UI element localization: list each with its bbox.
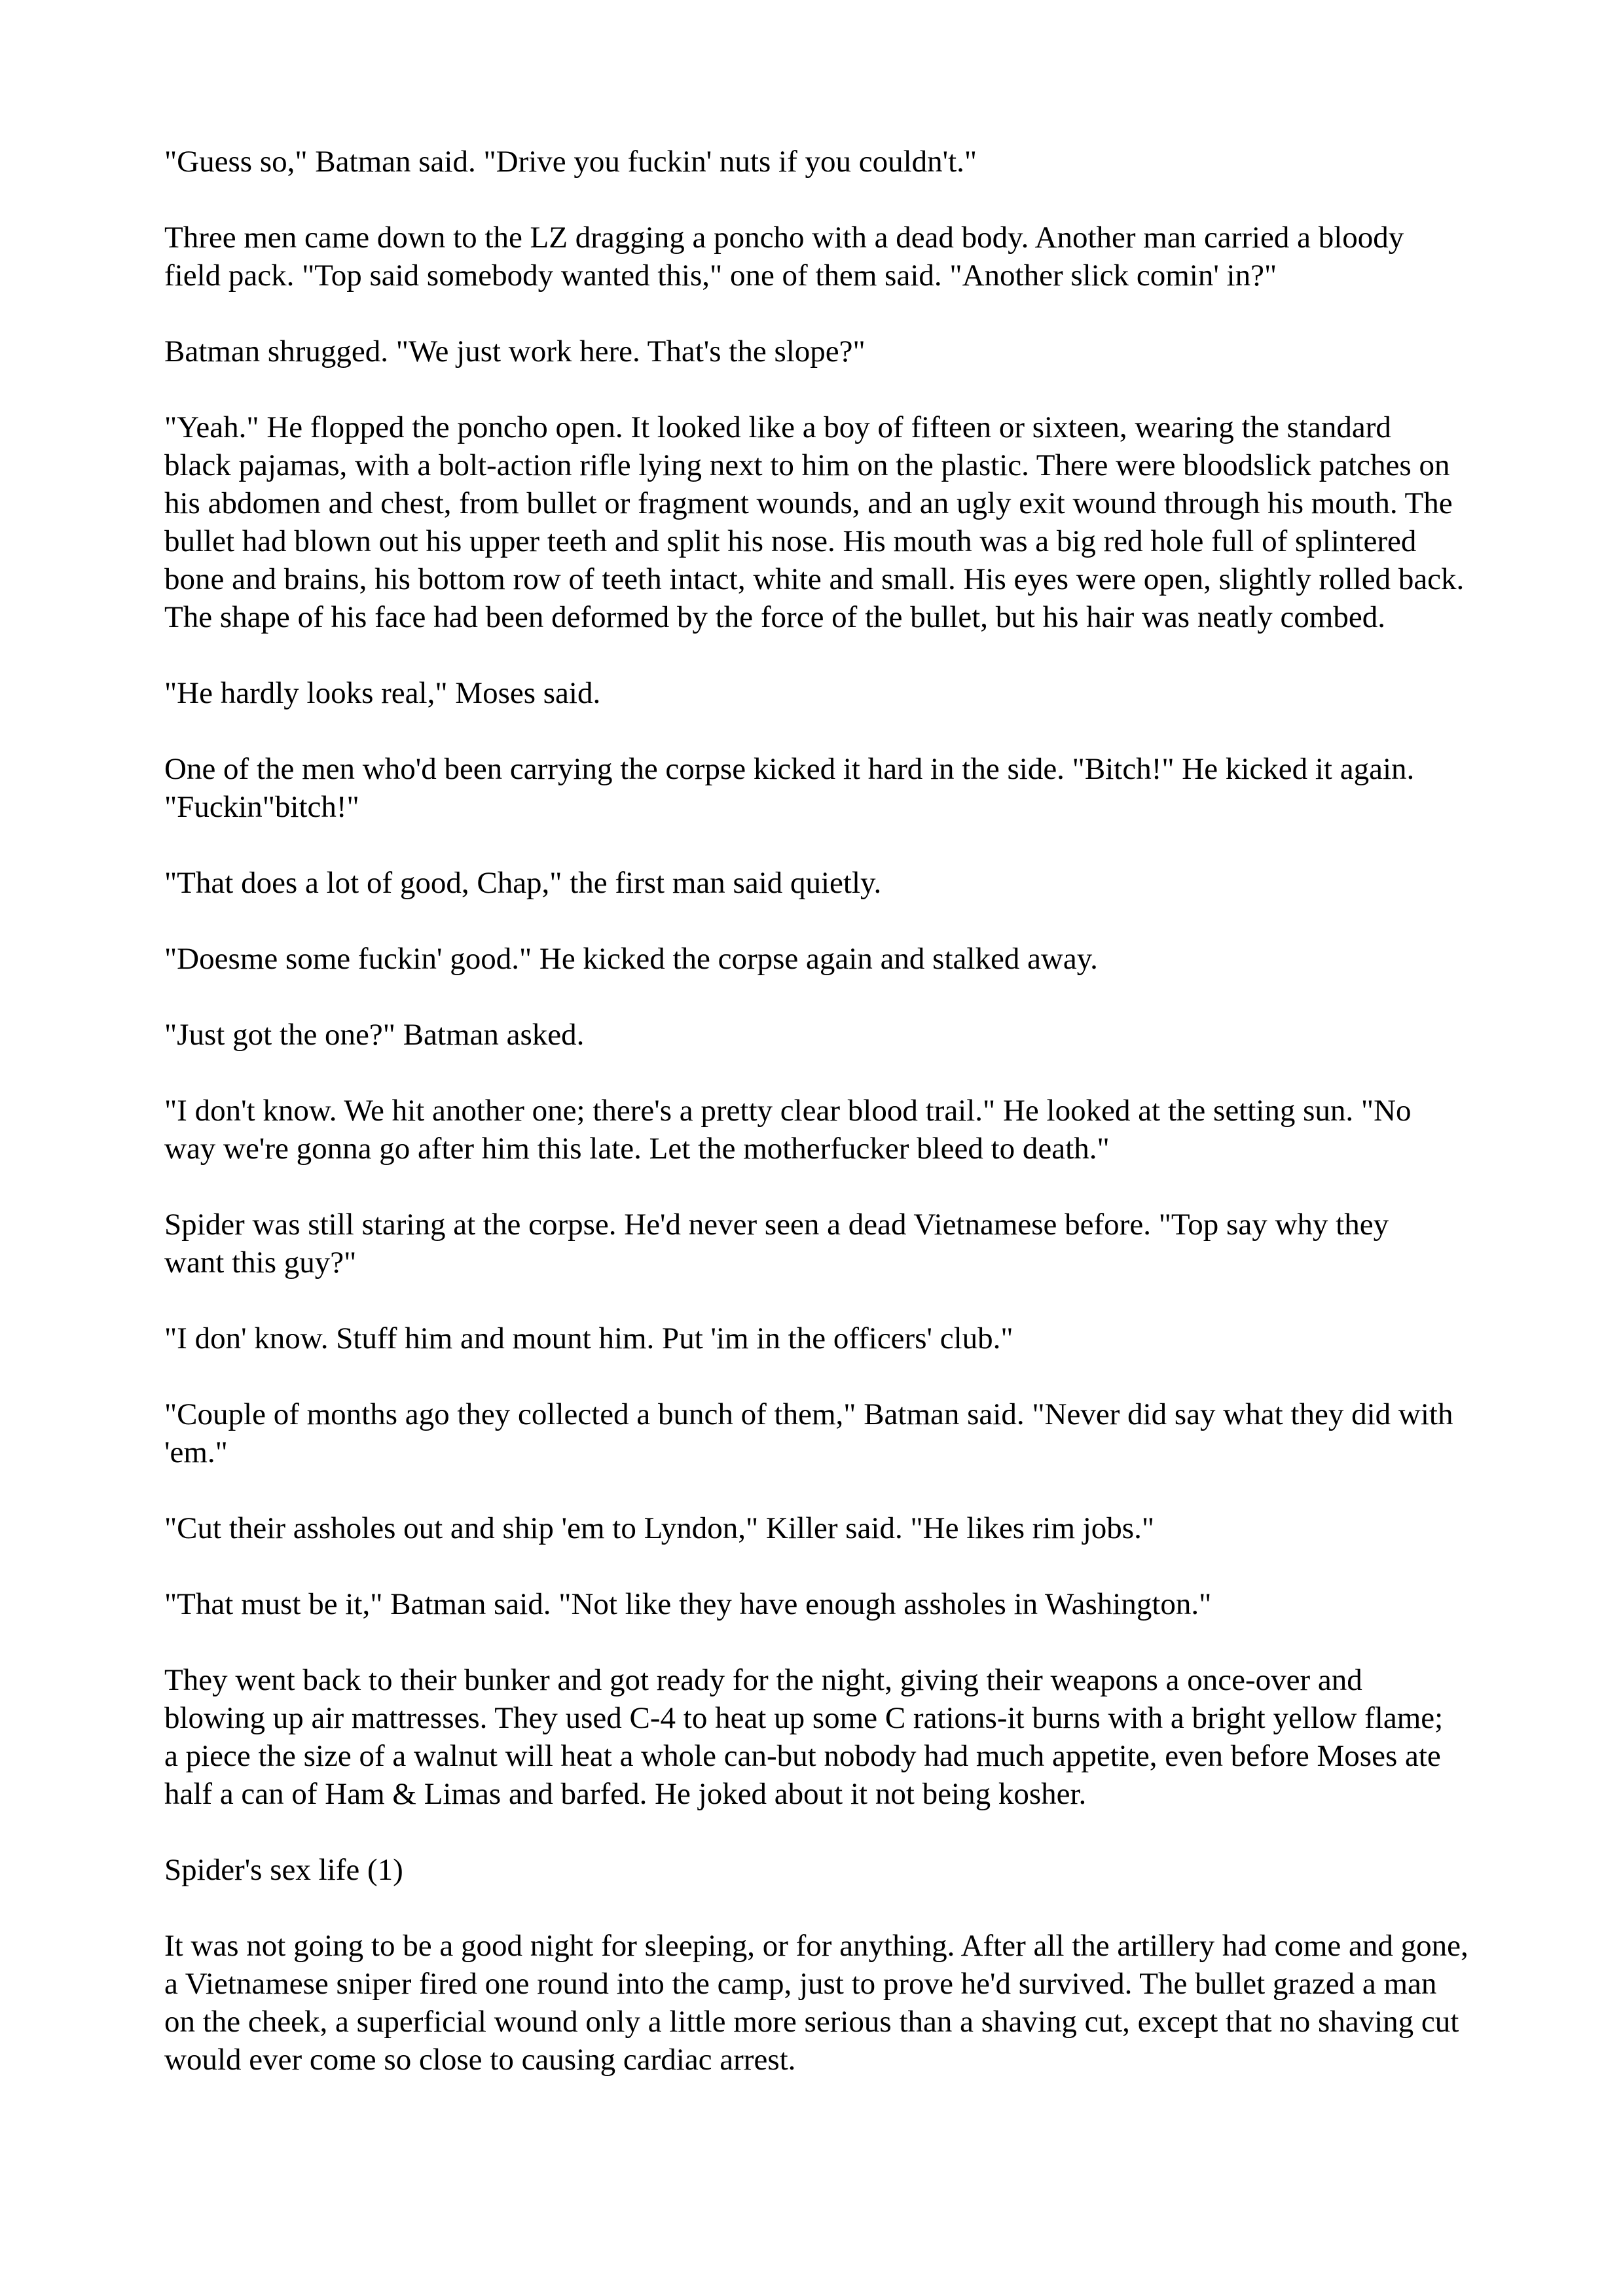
paragraph: "Yeah." He flopped the poncho open. It looked like a boy of fifteen or sixteen, wearing the standard black pajamas, with a bolt-action rifle lying next to him on the plastic. There were bloodslick patches on his abdomen and chest, from bullet or fragment wounds, and an ugly exit wound through his mouth. The bullet had blown out his upper teeth and split his nose. His mouth was a big red hole full of splintered bone and brains, his bottom row of teeth intact, white and small. His eyes were open, slightly rolled back. The shape of his face had been deformed by the force of the bullet, but his hair was neatly combed. bbox=[164, 410, 1465, 634]
paragraph: "I don't know. We hit another one; there's a pretty clear blood trail." He looked at the setting sun. "No way we're gonna go after him this late. Let the motherfucker bleed to death." bbox=[164, 1094, 1412, 1166]
paragraph: Spider was still staring at the corpse. He'd never seen a dead Vietnamese before. "Top say why they want this guy?" bbox=[164, 1208, 1389, 1280]
paragraph: "He hardly looks real," Moses said. bbox=[164, 676, 601, 710]
document-page bbox=[164, 143, 1500, 2117]
paragraph: "Just got the one?" Batman asked. bbox=[164, 1018, 585, 1052]
paragraph: "That does a lot of good, Chap," the first man said quietly. bbox=[164, 866, 882, 900]
paragraph: "Guess so," Batman said. "Drive you fuckin' nuts if you couldn't." bbox=[164, 145, 977, 179]
paragraph: Batman shrugged. "We just work here. That's the slope?" bbox=[164, 334, 866, 368]
paragraph: Three men came down to the LZ dragging a poncho with a dead body. Another man carried a bloody field pack. "Top said somebody wanted this," one of them said. "Another slick comin' in?" bbox=[164, 221, 1404, 293]
section-heading: Spider's sex life (1) bbox=[164, 1853, 403, 1887]
paragraph: "Cut their assholes out and ship 'em to Lyndon," Killer said. "He likes rim jobs." bbox=[164, 1511, 1155, 1545]
paragraph: "Doesme some fuckin' good." He kicked the corpse again and stalked away. bbox=[164, 942, 1098, 976]
paragraph: "I don' know. Stuff him and mount him. Put 'im in the officers' club." bbox=[164, 1321, 1013, 1355]
paragraph: One of the men who'd been carrying the corpse kicked it hard in the side. "Bitch!" He kicked it again. "Fuckin"bitch!" bbox=[164, 752, 1415, 824]
paragraph: They went back to their bunker and got ready for the night, giving their weapons a once-over and blowing up air mattresses. They used C-4 to heat up some C rations-it burns with a bright yellow flame; a piece the size of a walnut will heat a whole can-but nobody had much appetite, even before Moses ate half a can of Ham & Limas and barfed. He joked about it not being kosher. bbox=[164, 1663, 1444, 1811]
paragraph: It was not going to be a good night for sleeping, or for anything. After all the artillery had come and gone, a Vietnamese sniper fired one round into the camp, just to prove he'd survived. The bullet grazed a man on the cheek, a superficial wound only a little more serious than a shaving cut, except that no shaving cut would ever come so close to causing cardiac arrest. bbox=[164, 1929, 1468, 2077]
paragraph: "Couple of months ago they collected a bunch of them," Batman said. "Never did say what they did with 'em." bbox=[164, 1397, 1453, 1469]
paragraph: "That must be it," Batman said. "Not like they have enough assholes in Washington." bbox=[164, 1587, 1212, 1621]
